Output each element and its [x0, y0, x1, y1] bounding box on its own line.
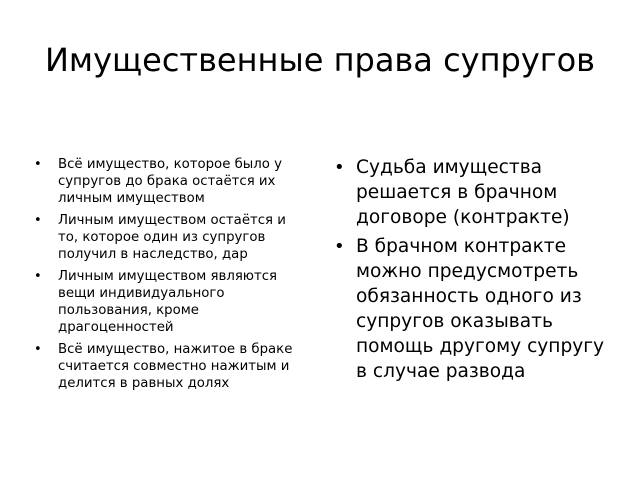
- bullet-icon: •: [34, 342, 42, 357]
- list-item-text: В брачном контракте можно предусмотреть обязанность одного из супругов оказывать помощь другому супругу в случае развода: [356, 236, 605, 382]
- bullet-icon: •: [34, 213, 42, 228]
- list-item: [34, 212, 309, 263]
- slide-title: Имущественные права супругов: [44, 41, 596, 79]
- list-item-text: Личным имуществом являются вещи индивидуального пользования, кроме драгоценностей: [58, 269, 278, 335]
- list-item-text: Всё имущество, которое было у супругов до брака остаётся их личным имуществом: [58, 157, 283, 206]
- list-item-text: Всё имущество, нажитое в браке считается совместно нажитым и делится в равных долях: [58, 342, 293, 391]
- list-item: [334, 234, 619, 384]
- list-item: [34, 341, 309, 392]
- list-item-text: Судьба имущества решается в брачном договоре (контракте): [356, 157, 570, 228]
- bullet-icon: •: [334, 236, 345, 257]
- left-bullet-list: [34, 156, 309, 397]
- bullet-icon: •: [34, 157, 42, 172]
- list-item-text: Личным имуществом остаётся и то, которое один из супругов получил в наследство, дар: [58, 213, 286, 262]
- right-bullet-list: [334, 155, 619, 388]
- bullet-icon: •: [334, 157, 345, 178]
- list-item: [334, 155, 619, 230]
- bullet-icon: •: [34, 269, 42, 284]
- list-item: [34, 156, 309, 207]
- list-item: [34, 268, 309, 336]
